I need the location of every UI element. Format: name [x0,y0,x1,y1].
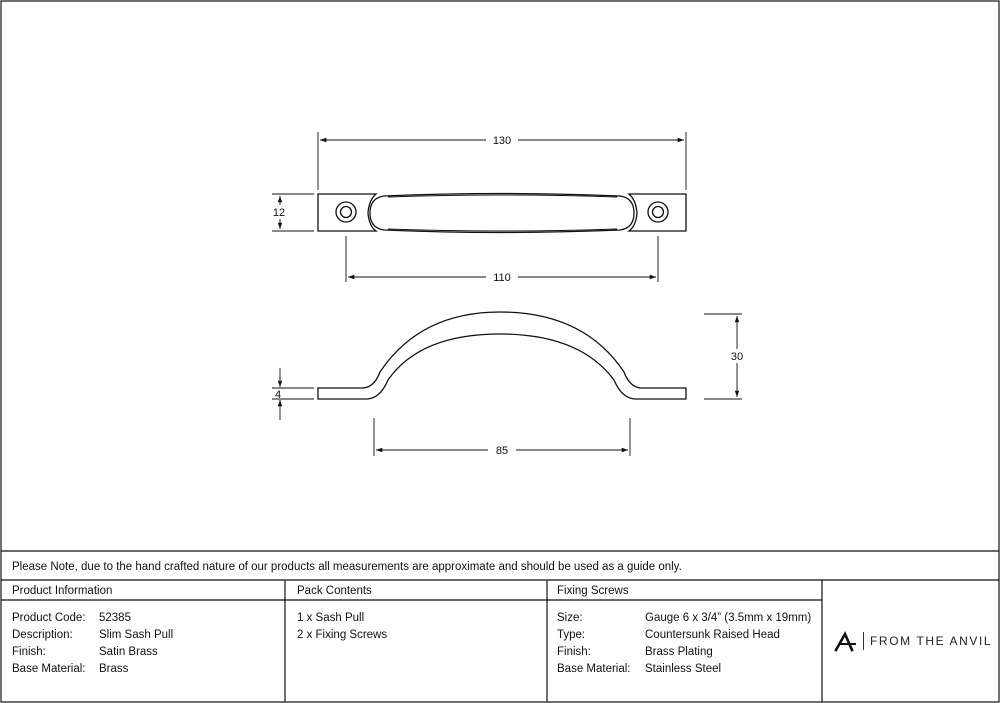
sheet-frame [1,1,999,702]
fixing-screws-heading: Fixing Screws [557,585,629,597]
grip-body-outline [370,194,634,233]
finish-value: Satin Brass [99,646,158,658]
screw-size-label: Size: [557,612,583,624]
base-plate-outline [318,194,686,231]
description-label: Description: [12,629,73,641]
dim-label-fixing-centres: 110 [493,272,511,284]
screw-type-value: Countersunk Raised Head [645,629,780,641]
dim-label-projection: 30 [730,351,744,363]
side-view [318,312,686,399]
screw-finish-label: Finish: [557,646,591,658]
side-profile-outline [318,312,686,399]
disclaimer-note: Please Note, due to the hand crafted nature of our products all measurements are approximate and should be used as a guide only. [12,561,682,573]
product-code-label: Product Code: [12,612,86,624]
screw-base-material-label: Base Material: [557,663,631,675]
pack-contents-heading: Pack Contents [297,585,372,597]
screw-finish-value: Brass Plating [645,646,713,658]
dim-label-thickness: 4 [274,389,282,401]
screw-type-label: Type: [557,629,586,641]
brand-name: FROM THE ANVIL [870,634,993,648]
base-material-value: Brass [99,663,129,675]
finish-label: Finish: [12,646,46,658]
right-screw-hole [648,202,668,222]
screw-base-material-value: Stainless Steel [645,663,722,675]
dim-label-width: 12 [272,207,286,219]
screw-size-value: Gauge 6 x 3/4” (3.5mm x 19mm) [645,612,812,624]
base-material-label: Base Material: [12,663,86,675]
top-view [318,194,686,233]
dim-label-overall-length: 130 [492,135,512,147]
dim-label-grip-length: 85 [495,445,509,457]
description-value: Slim Sash Pull [99,629,174,641]
anvil-a-logo-icon [836,634,855,650]
pack-item: 1 x Sash Pull [297,612,365,624]
product-code-value: 52385 [99,612,131,624]
pack-item: 2 x Fixing Screws [297,629,388,641]
left-screw-hole [336,202,356,222]
product-information-heading: Product Information [12,585,113,597]
